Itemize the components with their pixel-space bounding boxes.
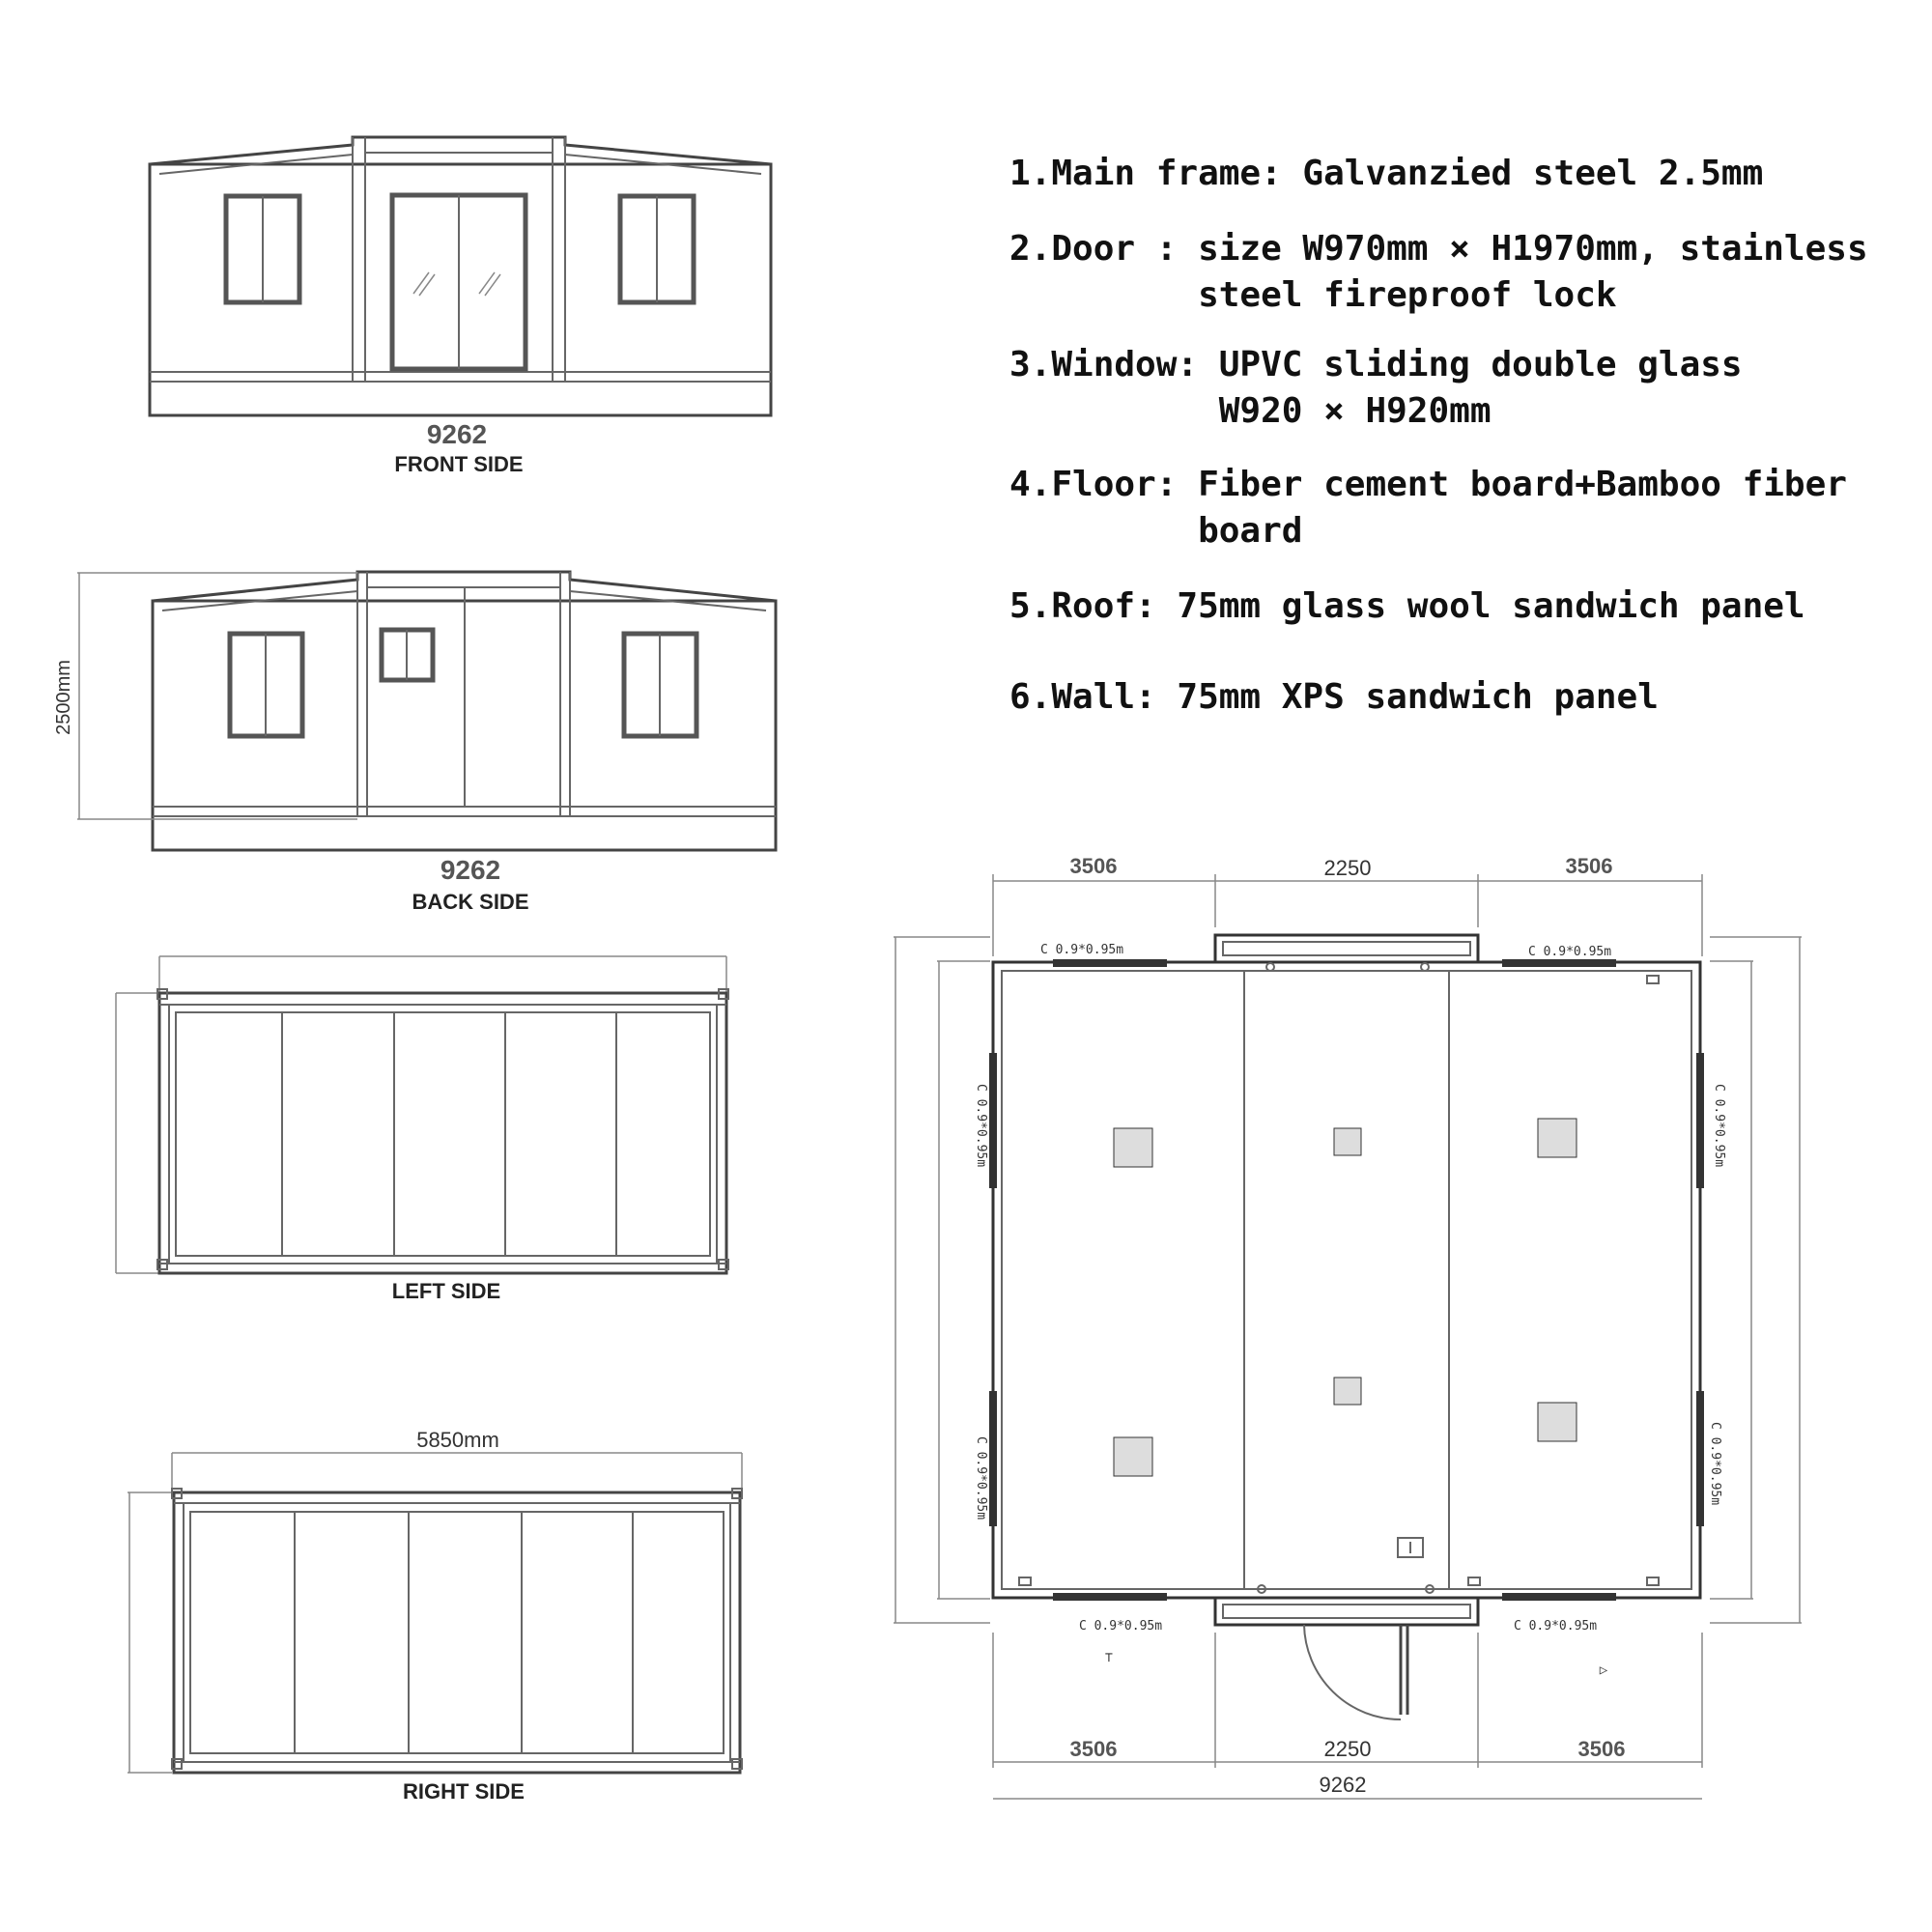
- plan-top-dim-center: 2250: [1323, 856, 1372, 880]
- plan-total-dim: 9262: [1319, 1773, 1367, 1797]
- plan-bottom-dim-right: 3506: [1577, 1737, 1626, 1761]
- left-elevation: [116, 956, 728, 1273]
- floor-plan: [894, 874, 1802, 1799]
- spec-roof: 5.Roof: 75mm glass wool sandwich panel: [1009, 586, 1805, 626]
- window-tag: C 0.9*0.95m: [974, 1083, 988, 1168]
- window-tag: C 0.9*0.95m: [1708, 1421, 1722, 1506]
- svg-text:▷: ▷: [1599, 1662, 1608, 1678]
- window-tag: C 0.9*0.95m: [1039, 943, 1124, 957]
- spec-main-frame: 1.Main frame: Galvanzied steel 2.5mm: [1009, 154, 1764, 193]
- plan-bottom-dim-left: 3506: [1069, 1737, 1118, 1761]
- right-elevation: [128, 1453, 742, 1773]
- spec-wall: 6.Wall: 75mm XPS sandwich panel: [1009, 677, 1659, 717]
- window-tag: C 0.9*0.95m: [1527, 945, 1612, 959]
- plan-top-dim-right: 3506: [1565, 854, 1613, 878]
- window-tag: C 0.9*0.95m: [1712, 1083, 1726, 1168]
- back-elevation: [77, 572, 776, 850]
- svg-text:⊤: ⊤: [1104, 1650, 1114, 1665]
- back-dimension: 9262: [440, 855, 501, 885]
- right-width-dimension: 5850mm: [416, 1428, 499, 1452]
- spec-door: 2.Door : size W970mm × H1970mm, stainless steel fireproof lock: [1009, 229, 1868, 315]
- back-side-label: BACK SIDE: [412, 890, 529, 914]
- right-side-label: RIGHT SIDE: [403, 1779, 525, 1804]
- spec-floor: 4.Floor: Fiber cement board+Bamboo fiber board: [1009, 465, 1847, 551]
- window-tag: C 0.9*0.95m: [1513, 1619, 1598, 1634]
- window-tag: C 0.9*0.95m: [974, 1435, 988, 1520]
- plan-top-dim-left: 3506: [1069, 854, 1118, 878]
- spec-window: 3.Window: UPVC sliding double glass W920 × H920mm: [1009, 345, 1743, 431]
- front-elevation: [150, 137, 771, 415]
- window-tag: C 0.9*0.95m: [1078, 1619, 1163, 1634]
- back-height-dimension: 2500mm: [53, 660, 74, 735]
- left-side-label: LEFT SIDE: [391, 1279, 501, 1303]
- plan-bottom-dim-center: 2250: [1323, 1737, 1372, 1761]
- front-side-label: FRONT SIDE: [394, 452, 524, 476]
- front-dimension: 9262: [426, 419, 488, 449]
